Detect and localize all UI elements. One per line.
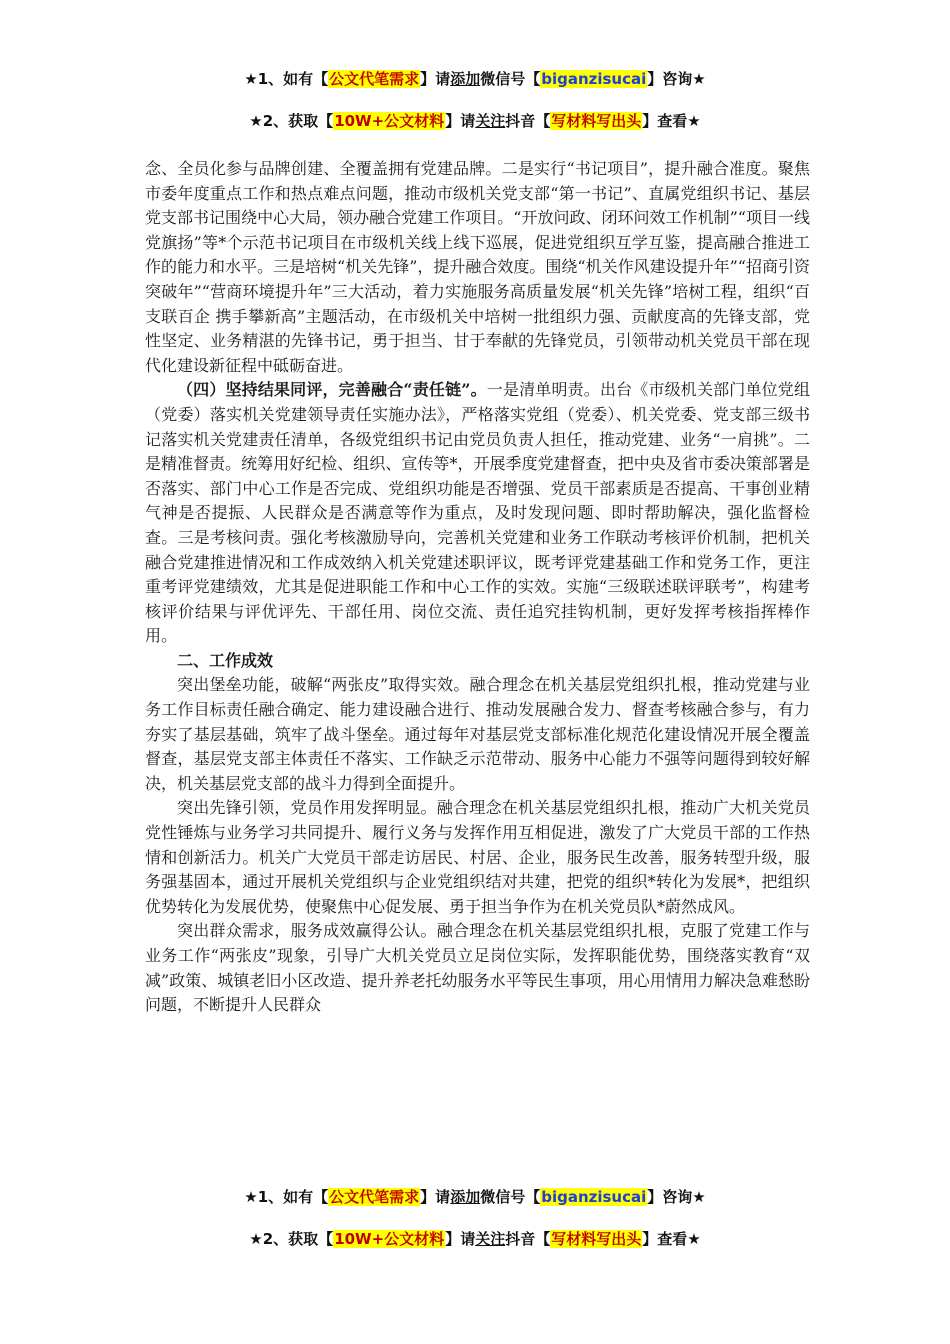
paragraph-2-text: 一是清单明责。出台《市级机关部门单位党组（党委）落实机关党建领导责任实施办法》，严格落实党组（党委）、机关党委、党支部三级书记落实机关党建责任清单，各级党组织书记由党员负责人担任，推动党建、业务“一肩挑”。二是精准督责。统筹用好纪检、组织、宣传等*，开展季度党建督查，把中央及省市委决策部署是否落实、部门中心工作是否完成、党组织功能是否增强、党员干部素质是否提高、干事创业精气神是否提振、人民群众是否满意等作为重点，及时发现问题、即时帮助解决，强化监督检查。三是考核问责。强化考核激励导向，完善机关党建和业务工作联动考核评价机制，把机关融合党建推进情况和工作成效纳入机关党建述职评议，既考评党建基础工作和党务工作，更注重考评党建绩效，尤其是促进职能工作和中心工作的实效。实施“三级联述联评联考”，构建考核评价结果与评优评先、干部任用、岗位交流、责任追究挂钩机制，更好发挥考核指挥棒作用。 — [145, 380, 810, 646]
banner-text: 微信号【 — [480, 70, 541, 88]
highlight-service: 公文代笔需求 — [329, 70, 420, 88]
footer-banner-line-2 — [0, 1226, 950, 1252]
underlined-word: 添加 — [450, 70, 481, 88]
banner-text: 】请 — [420, 1188, 451, 1206]
document-body — [145, 157, 810, 1018]
banner-text: 】请 — [420, 70, 451, 88]
footer-banner-line-1 — [0, 1184, 950, 1210]
paragraph-1: 念、全员化参与品牌创建、全覆盖拥有党建品牌。二是实行“书记项目”，提升融合准度。聚焦市委年度重点工作和热点难点问题，推动市级机关党支部“第一书记”、直属党组织书记、基层党支部书记围绕中心大局，领办融合党建工作项目。“开放问政、闭环问效工作机制”“项目一线党旗扬”等*个示范书记项目在市级机关线上线下巡展，促进党组织互学互鉴，提高融合推进工作的能力和水平。三是培树“机关先锋”，提升融合效度。围绕“机关作风建设提升年”“招商引资突破年”“营商环境提升年”三大活动，着力实施服务高质量发展“机关先锋”培树工程，组织“百支联百企 携手攀新高”主题活动，在市级机关中培树一批组织力强、贡献度高的先锋支部，党性坚定、业务精湛的先锋书记，勇于担当、甘于奉献的先锋党员，引领带动机关党员干部在现代化建设新征程中砥砺奋进。 — [145, 159, 810, 375]
banner-text: 】请 — [445, 112, 476, 130]
paragraph-5: 突出群众需求，服务成效赢得公认。融合理念在机关基层党组织扎根，克服了党建工作与业务工作“两张皮”现象，引导广大机关党员立足岗位实际，发挥职能优势，围绕落实教育“双减”政策、城镇老旧小区改造、提升养老托幼服务水平等民生事项，用心用情用力解决急难愁盼问题，不断提升人民群众 — [145, 921, 810, 1015]
highlight-douyin-account: 写材料写出头 — [551, 1230, 642, 1248]
highlight-materials: 10W+公文材料 — [334, 1230, 445, 1248]
paragraph-2 — [145, 378, 810, 649]
banner-text: ★2、获取【 — [249, 1230, 334, 1248]
highlight-douyin-account: 写材料写出头 — [551, 112, 642, 130]
banner-text: ★1、如有【 — [244, 1188, 329, 1206]
underlined-word: 关注 — [475, 1230, 506, 1248]
highlight-materials: 10W+公文材料 — [334, 112, 445, 130]
highlight-wechat-id: biganzisucai — [541, 70, 647, 88]
banner-text: 抖音【 — [505, 1230, 551, 1248]
banner-text: ★1、如有【 — [244, 70, 329, 88]
banner-text: 】咨询★ — [647, 70, 706, 88]
header-banner-line-2 — [0, 108, 950, 134]
banner-text: 】查看★ — [642, 1230, 701, 1248]
highlight-service: 公文代笔需求 — [329, 1188, 420, 1206]
paragraph-4: 突出先锋引领，党员作用发挥明显。融合理念在机关基层党组织扎根，推动广大机关党员党性锤炼与业务学习共同提升、履行义务与发挥作用互相促进，激发了广大党员干部的工作热情和创新活力。机关广大党员干部走访居民、村居、企业，服务民生改善，服务转型升级，服务强基固本，通过开展机关党组织与企业党组织结对共建，把党的组织*转化为发展*，把组织优势转化为发展优势，使聚焦中心促发展、勇于担当争作为在机关党员队*蔚然成风。 — [145, 798, 810, 916]
banner-text: 】咨询★ — [647, 1188, 706, 1206]
header-banner-line-1 — [0, 66, 950, 92]
section-heading: 二、工作成效 — [177, 650, 274, 670]
banner-text: 】查看★ — [642, 112, 701, 130]
banner-text: 微信号【 — [480, 1188, 541, 1206]
paragraph-3: 突出堡垒功能，破解“两张皮”取得实效。融合理念在机关基层党组织扎根，推动党建与业务工作目标责任融合确定、能力建设融合进行、推动发展融合发力、督查考核融合参与，有力夯实了基层基础，筑牢了战斗堡垒。通过每年对基层党支部标准化规范化建设情况开展全覆盖督查，基层党支部主体责任不落实、工作缺乏示范带动、服务中心能力不强等问题得到较好解决，机关基层党支部的战斗力得到全面提升。 — [145, 675, 810, 793]
paragraph-2-heading: （四）坚持结果同评，完善融合“责任链”。 — [177, 380, 487, 400]
banner-text: 抖音【 — [505, 112, 551, 130]
banner-text: ★2、获取【 — [249, 112, 334, 130]
highlight-wechat-id: biganzisucai — [541, 1188, 647, 1206]
banner-text: 】请 — [445, 1230, 476, 1248]
underlined-word: 关注 — [475, 112, 506, 130]
underlined-word: 添加 — [450, 1188, 481, 1206]
